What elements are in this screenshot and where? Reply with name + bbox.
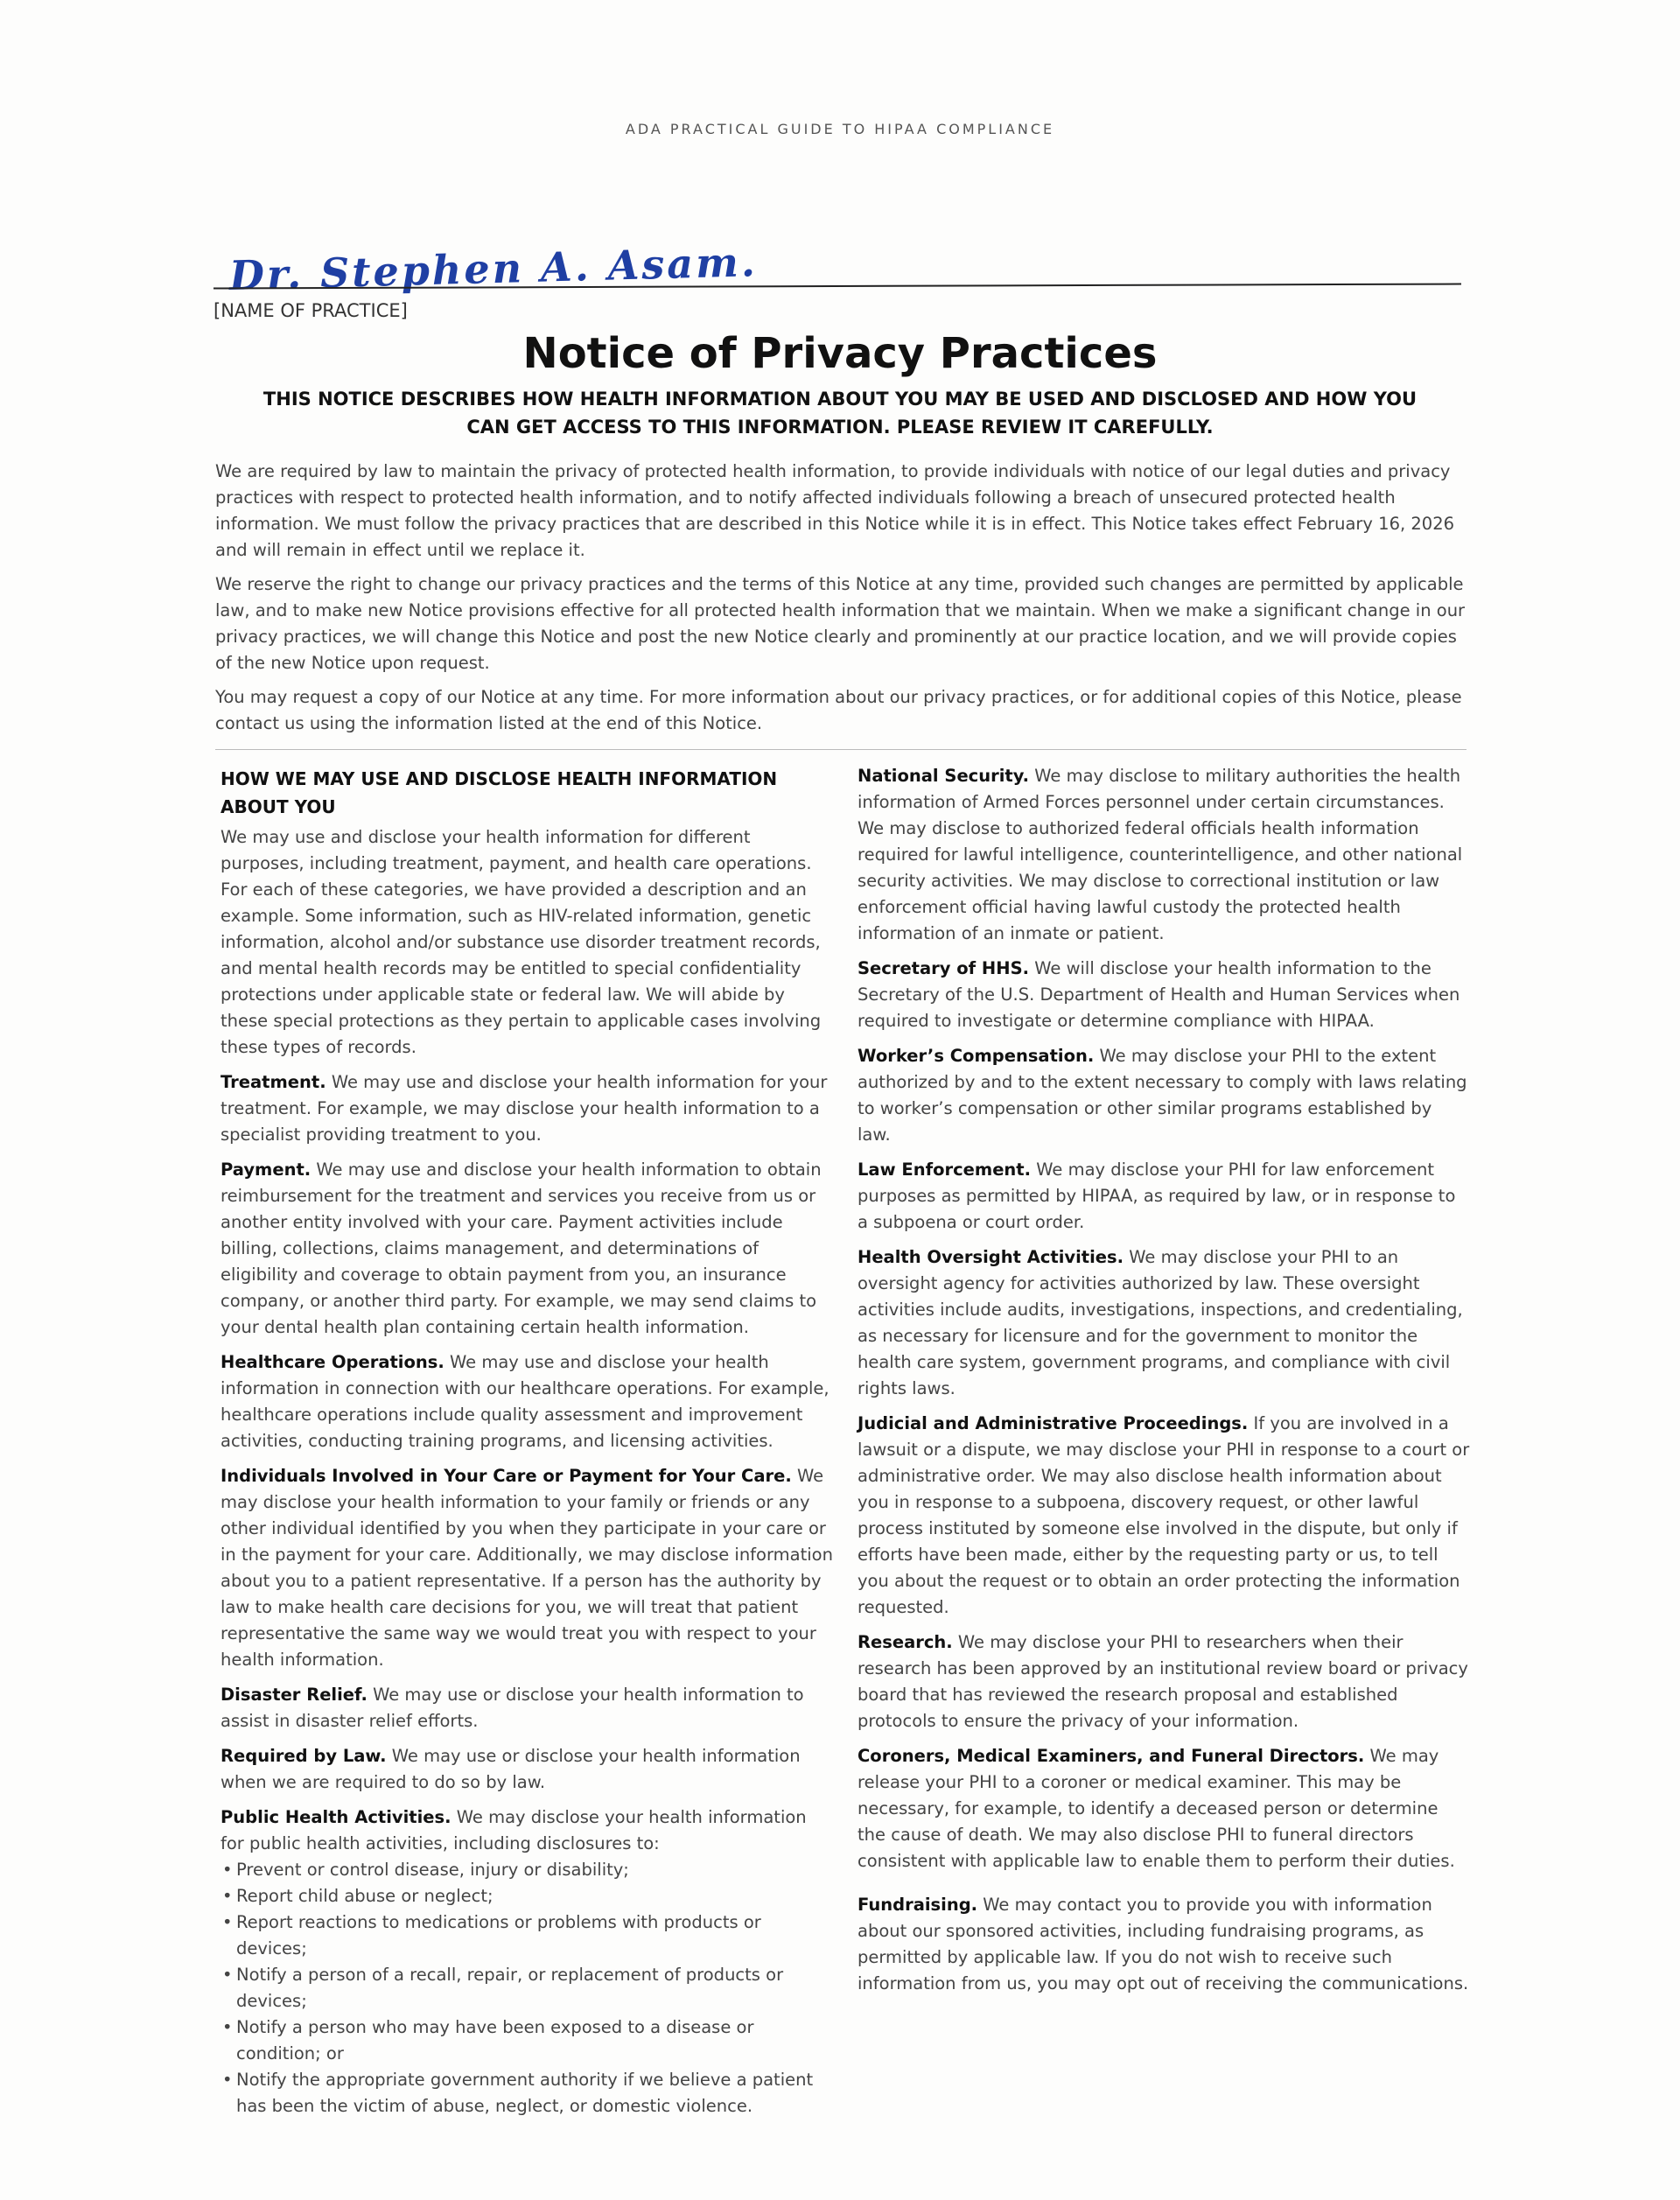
practice-name-label: [NAME OF PRACTICE] bbox=[214, 300, 408, 321]
intro-paragraph: We reserve the right to change our privacy practices and the terms of this Notice at any time, provided such changes are permitted by applicable law, and to make new Notice provisions effective for all protected health information that we maintain. When we make a significant change in our privacy practices, we will change this Notice and post the new Notice clearly and prominently at our practice location, and we will provide copies of the new Notice upon request. bbox=[215, 574, 1466, 673]
clause-secretary-hhs bbox=[858, 956, 1470, 1034]
clause-title: Healthcare Operations. bbox=[220, 1352, 444, 1372]
list-item: • Notify the appropriate government authority if we believe a patient has been the victim of abuse, neglect, or domestic violence. bbox=[220, 2067, 833, 2119]
right-column bbox=[858, 763, 1470, 2006]
section-heading: HOW WE MAY USE AND DISCLOSE HEALTH INFORMATION ABOUT YOU bbox=[220, 768, 778, 817]
clause-title: Coroners, Medical Examiners, and Funeral Directors. bbox=[858, 1746, 1365, 1766]
clause-title: Individuals Involved in Your Care or Payment for Your Care. bbox=[220, 1466, 792, 1486]
practice-signature: Dr. Stephen A. Asam. bbox=[228, 238, 759, 299]
clause-public-health bbox=[220, 1804, 833, 1857]
clause-body: We may disclose your health information to your family or friends or any other individual identified by you when they participate in your care or in the payment for your care. Additionally, we may disclose information about you to a patient representative. If a person has the authority by law to make health care decisions for you, we will treat that patient representative the same way we would treat you with respect to your health information. bbox=[220, 1466, 833, 1670]
clause-healthcare-operations bbox=[220, 1349, 833, 1454]
intro-paragraph: You may request a copy of our Notice at any time. For more information about our privacy practices, or for additional copies of this Notice, please contact us using the information listed at the end of this Notice. bbox=[215, 687, 1462, 733]
clause-body: We may disclose to military authorities the health information of Armed Forces personnel under certain circumstances. We may disclose to authorized federal officials health information required for lawful intelligence, counterintelligence, and other national security activities. We may disclose to correctional institution or law enforcement official having lawful custody the protected health information of an inmate or patient. bbox=[858, 766, 1463, 943]
page-title: Notice of Privacy Practices bbox=[522, 329, 1158, 378]
clause-body: We may disclose your PHI for law enforcement purposes as permitted by HIPAA, as required by law, or in response to a subpoena or court order. bbox=[858, 1160, 1456, 1232]
running-header: ADA PRACTICAL GUIDE TO HIPAA COMPLIANCE bbox=[625, 121, 1055, 137]
clause-body: We may disclose your PHI to the extent authorized by and to the extent necessary to comply with laws relating to worker’s compensation or other similar programs established by law. bbox=[858, 1046, 1467, 1145]
clause-required-by-law bbox=[220, 1743, 833, 1796]
clause-title: National Security. bbox=[858, 766, 1030, 786]
clause-title: Worker’s Compensation. bbox=[858, 1046, 1095, 1066]
clause-body: We will disclose your health information to the Secretary of the U.S. Department of Health and Human Services when required to investigate or determine compliance with HIPAA. bbox=[858, 958, 1460, 1031]
clause-title: Secretary of HHS. bbox=[858, 958, 1030, 978]
intro-section bbox=[215, 459, 1466, 745]
clause-treatment bbox=[220, 1069, 833, 1148]
clause-title: Public Health Activities. bbox=[220, 1807, 452, 1827]
clause-body: We may use and disclose your health information for your treatment. For example, we may disclose your health information to a specialist providing treatment to you. bbox=[220, 1072, 828, 1145]
clause-title: Fundraising. bbox=[858, 1895, 978, 1915]
clause-body: We may contact you to provide you with information about our sponsored activities, including fundraising programs, as permitted by applicable law. If you do not wish to receive such information from us, you may opt out of receiving the communications. bbox=[858, 1895, 1469, 1993]
intro-paragraph: We are required by law to maintain the privacy of protected health information, to provide individuals with notice of our legal duties and privacy practices with respect to protected health information, and to notify affected individuals following a breach of unsecured protected health information. We must follow the privacy practices that are described in this Notice while it is in effect. This Notice takes effect February 16, 2026 and will remain in effect until we replace it. bbox=[215, 461, 1455, 560]
clause-research bbox=[858, 1629, 1470, 1734]
clause-body: If you are involved in a lawsuit or a dispute, we may disclose your PHI in response to a court or administrative order. We may also disclose health information about you in response to a subpoena, discovery request, or other lawful process instituted by someone else involved in the dispute, but only if efforts have been made, either by the requesting party or us, to tell you about the request or to obtain an order protecting the information requested. bbox=[858, 1413, 1470, 1617]
clause-payment bbox=[220, 1157, 833, 1341]
clause-body: We may disclose your PHI to researchers when their research has been approved by an institutional review board or privacy board that has reviewed the research proposal and established protocols to ensure the privacy of your information. bbox=[858, 1632, 1468, 1731]
clause-body: We may use and disclose your health information to obtain reimbursement for the treatment and services you receive from us or another entity involved with your care. Payment activities include billing, collections, claims management, and determinations of eligibility and coverage to obtain payment from you, an insurance company, or another third party. For example, we may send claims to your dental health plan containing certain health information. bbox=[220, 1160, 822, 1337]
list-item: • Report child abuse or neglect; bbox=[220, 1883, 833, 1909]
clause-title: Required by Law. bbox=[220, 1746, 387, 1766]
clause-title: Disaster Relief. bbox=[220, 1685, 368, 1705]
clause-judicial-proceedings bbox=[858, 1411, 1470, 1621]
clause-national-security bbox=[858, 763, 1470, 947]
clause-title: Judicial and Administrative Proceedings. bbox=[858, 1413, 1249, 1433]
clause-health-oversight bbox=[858, 1244, 1470, 1402]
clause-workers-compensation bbox=[858, 1043, 1470, 1148]
clause-body: We may release your PHI to a coroner or medical examiner. This may be necessary, for example, to identify a deceased person or determine the cause of death. We may also disclose PHI to funeral directors consistent with applicable law to enable them to perform their duties. bbox=[858, 1746, 1455, 1871]
clause-individuals-involved bbox=[220, 1463, 833, 1673]
clause-body: We may use or disclose your health information when we are required to do so by law. bbox=[220, 1746, 801, 1792]
list-item: • Notify a person who may have been exposed to a disease or condition; or bbox=[220, 2014, 833, 2067]
clause-body: We may disclose your health information for public health activities, including disclosures to: bbox=[220, 1807, 807, 1853]
clause-body: We may use or disclose your health information to assist in disaster relief efforts. bbox=[220, 1685, 804, 1731]
clause-law-enforcement bbox=[858, 1157, 1470, 1236]
list-item: • Prevent or control disease, injury or disability; bbox=[220, 1857, 833, 1883]
clause-disaster-relief bbox=[220, 1682, 833, 1734]
list-item: • Notify a person of a recall, repair, or replacement of products or devices; bbox=[220, 1962, 833, 2014]
clause-fundraising bbox=[858, 1892, 1470, 1997]
clause-coroners bbox=[858, 1743, 1470, 1874]
section-divider bbox=[215, 749, 1466, 750]
section-intro: We may use and disclose your health information for different purposes, including treatment, payment, and health care operations. For each of these categories, we have provided a description and an example. Some information, such as HIV-related information, genetic information, alcohol and/or substance use disorder treatment records, and mental health records may be entitled to special confidentiality protections under applicable state or federal law. We will abide by these special protections as they pertain to applicable cases involving these types of records. bbox=[220, 827, 822, 1057]
clause-body: We may disclose your PHI to an oversight agency for activities authorized by law. These oversight activities include audits, investigations, inspections, and credentialing, as necessary for licensure and for the government to monitor the health care system, government programs, and compliance with civil rights laws. bbox=[858, 1247, 1463, 1398]
list-item: • Report reactions to medications or problems with products or devices; bbox=[220, 1909, 833, 1962]
public-health-list bbox=[220, 1857, 833, 2119]
clause-title: Research. bbox=[858, 1632, 953, 1652]
clause-body: We may use and disclose your health information in connection with our healthcare operations. For example, healthcare operations include quality assessment and improvement activities, conducting training programs, and licensing activities. bbox=[220, 1352, 830, 1451]
clause-title: Health Oversight Activities. bbox=[858, 1247, 1124, 1267]
clause-title: Payment. bbox=[220, 1160, 312, 1180]
page-subtitle: THIS NOTICE DESCRIBES HOW HEALTH INFORMATION ABOUT YOU MAY BE USED AND DISCLOSED AND HOW YOU CAN GET ACCESS TO THIS INFORMATION. PLEASE REVIEW IT CAREFULLY. bbox=[262, 389, 1418, 438]
left-column bbox=[220, 763, 833, 2119]
clause-title: Treatment. bbox=[220, 1072, 326, 1092]
clause-title: Law Enforcement. bbox=[858, 1160, 1032, 1180]
